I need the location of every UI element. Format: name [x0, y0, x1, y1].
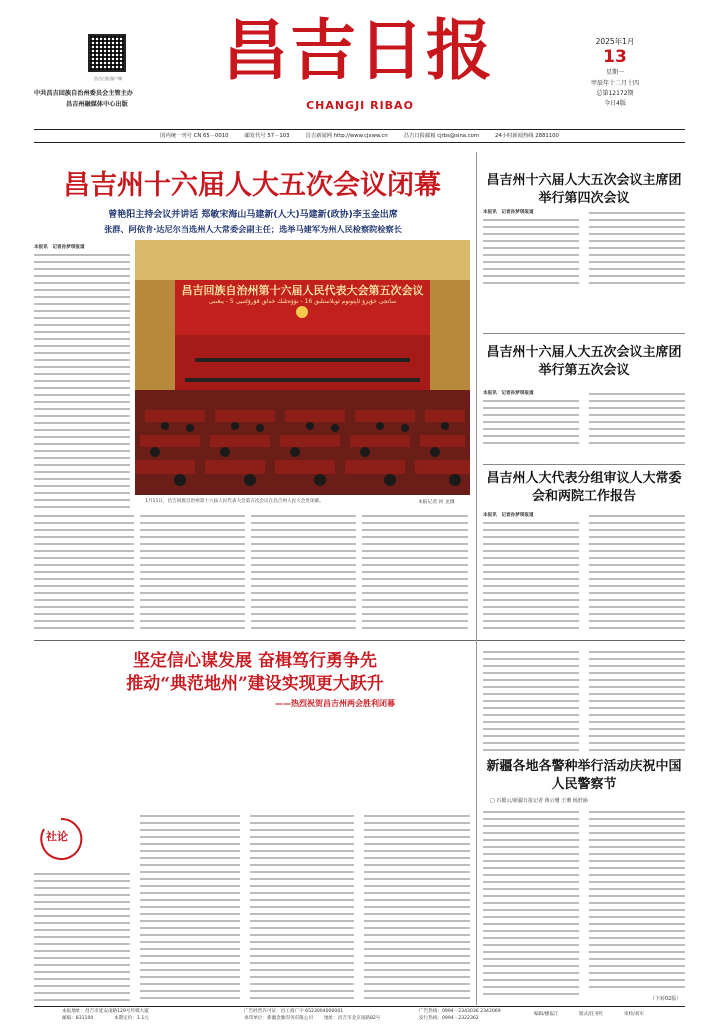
info-item[interactable]: 昌吉日报邮箱 cjrbs@sina.com	[403, 133, 480, 139]
commentary-body	[34, 870, 130, 1004]
masthead-title: 昌吉日报	[222, 11, 494, 89]
page-count: 今日4版	[604, 100, 626, 107]
story-body	[483, 390, 579, 450]
editorial-seal	[36, 815, 86, 861]
story-dateline: 本报讯 记者孙梦琪报道	[483, 210, 534, 215]
weekday: 星期一	[605, 69, 624, 76]
story-body	[589, 808, 685, 996]
photo-credit: 本报记者 何 龙摄	[418, 500, 455, 505]
commentary-body	[140, 812, 240, 1004]
date-day: 13	[603, 47, 627, 67]
footer-proofreader: 审校/刘军	[624, 1012, 644, 1017]
photo-banner: 昌吉回族自治州第十六届人民代表大会第五次会议	[181, 284, 424, 297]
story-headline: 昌吉州人大代表分组审议人大常委会和两院工作报告	[486, 471, 682, 504]
photo-banner-uyghur: سانجى خۇيزۇ ئاپتونوم ئوبلاستلىق 16 - نۆۋەتلىك خەلق قۇرۇلتىيى 5 - يىغىنى	[208, 298, 397, 305]
story-headline: 昌吉州十六届人大五次会议主席团举行第五次会议	[486, 345, 682, 378]
story-headline: 昌吉州十六届人大五次会议主席团举行第四次会议	[486, 173, 682, 206]
footer-printer: 承印单位：新疆金脉印务有限公司	[244, 1016, 313, 1021]
lead-headline: 昌吉州十六届人大五次会议闭幕	[63, 170, 441, 201]
footer-distribution-hotline: 发行热线：0994－2322362	[419, 1016, 479, 1021]
publisher-line: 昌吉州融媒体中心出版	[66, 101, 128, 108]
footer-editor: 编辑/播报江	[534, 1012, 559, 1017]
masthead-pinyin: CHANGJI RIBAO	[306, 99, 414, 112]
info-item: 邮发代号 57－103	[244, 133, 290, 139]
commentary-headline: 推动“典范地州”建设实现更大跃升	[126, 674, 384, 694]
story-body	[589, 512, 685, 632]
info-item[interactable]: 昌吉新闻网 http://www.cjxww.cn	[305, 133, 388, 139]
story-byline: □ 石榴云/新疆日报记者 蒋云珊 王珊 杨舒涵	[490, 798, 588, 804]
story-dateline: 本报讯 记者孙梦琪报道	[483, 391, 534, 396]
lunar-date: 甲辰年十二月十四	[590, 80, 639, 87]
footer-ad-hotline: 广告热线：0994－2343036 2342069	[419, 1009, 501, 1014]
qr-caption: 昌吉日报客户端	[94, 76, 122, 81]
commentary-body	[250, 812, 354, 1004]
footer-price: 本期定价：1.1元	[114, 1016, 149, 1021]
story-headline: 新疆各地各警种举行活动庆祝中国人民警察节	[486, 759, 682, 792]
commentary-headline: 坚定信心谋发展 奋楫笃行勇争先	[133, 651, 377, 671]
info-item: 国内统一刊号 CN 65－0010	[160, 133, 229, 139]
footer-address: 本报地址：昌吉市延安南路129号传媒大厦	[62, 1009, 149, 1014]
story-body	[589, 390, 685, 450]
story-body	[483, 209, 579, 289]
commentary-body	[364, 812, 470, 1004]
lead-dateline: 本报讯 记者孙梦琪报道	[34, 245, 85, 250]
commentary-byline: ——热烈祝贺昌吉州两会胜利闭幕	[275, 699, 395, 708]
footer-printer-address: 地址：昌吉市北京南路82号	[324, 1016, 381, 1021]
story-body	[483, 648, 579, 754]
story-body	[589, 648, 685, 754]
footer-ad-license: 广告经营许可证：昌工商广字 6523004000001	[244, 1009, 344, 1014]
footer-layout: 版式/任亚红	[579, 1012, 604, 1017]
date-year-month: 2025年1月	[595, 37, 635, 46]
lead-subhead: 曾艳阳主持会议并讲话 郑敏宋海山马建新(人大)马建新(政协)李玉金出席	[108, 210, 398, 220]
story-body	[483, 512, 579, 632]
story-body	[483, 808, 579, 1003]
story-dateline: 本报讯 记者孙梦琪报道	[483, 513, 534, 518]
editorial-seal-label: 社论	[46, 830, 68, 843]
info-item: 24小时新闻热线 2881100	[495, 133, 559, 139]
footer	[34, 1008, 685, 1024]
continued-notice[interactable]: （下转02版）	[650, 996, 682, 1002]
lead-subhead: 张群、阿依肯·达尼尔当选州人大常委会副主任；选举马建军为州人民检察院检察长	[104, 224, 402, 234]
story-body	[589, 209, 685, 289]
issue-number: 总第12172期	[596, 90, 634, 97]
footer-postcode: 邮编：831100	[62, 1016, 94, 1021]
photo-caption: 1月11日，昌吉回族自治州第十六届人民代表大会第五次会议在昌吉州人民大会堂闭幕。	[145, 499, 324, 504]
sponsor-line: 中共昌吉回族自治州委员会主管主办	[34, 90, 133, 97]
